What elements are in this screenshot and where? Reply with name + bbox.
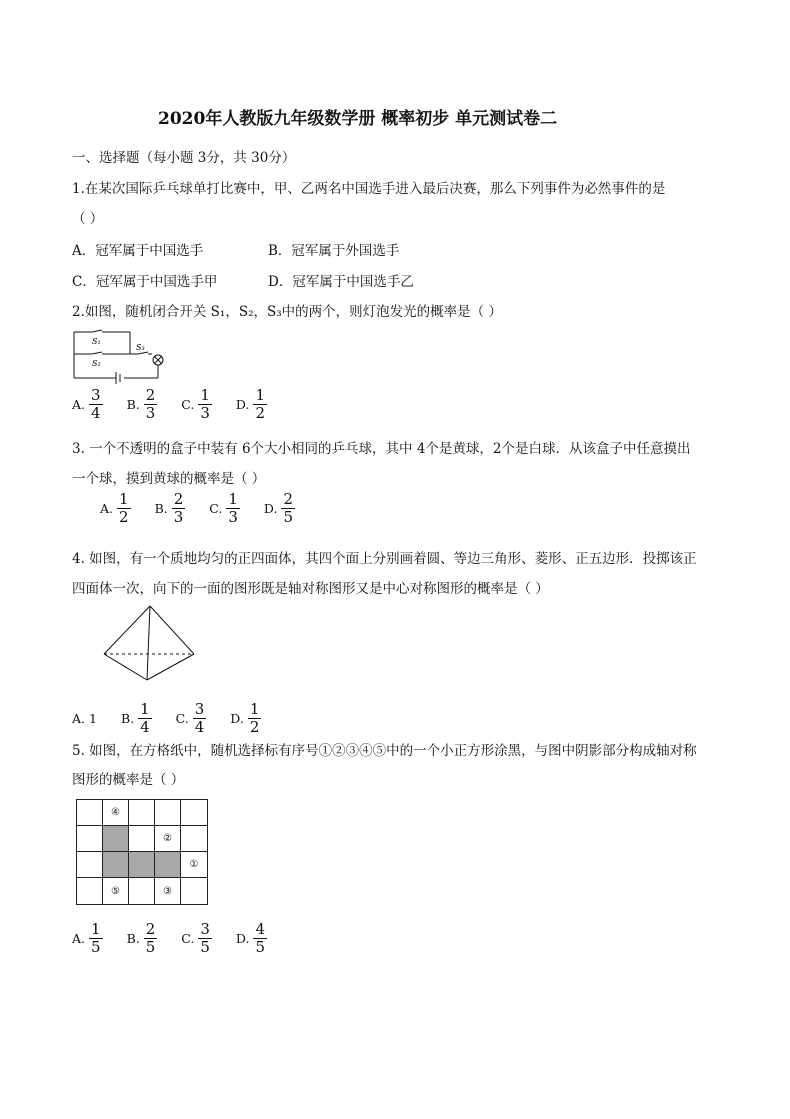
fraction: $\frac{1}{3}$ [200,386,210,422]
q5-option-c: C. $\frac{3}{5}$ [181,920,210,956]
q3-option-c: C. $\frac{1}{3}$ [209,490,238,526]
fraction: $\frac{2}{3}$ [145,386,156,422]
shaded-cell [103,826,129,852]
q2-option-a: A. $\frac{3}{4}$ [72,386,101,422]
q2-option-d: D. $\frac{1}{2}$ [235,386,266,422]
q2-options [72,387,291,422]
grid-cell [181,878,207,904]
grid-cell [181,800,207,826]
q5-stem-line1: 5. 如图，在方格纸中，随机选择标有序号①②③④⑤中的一个小正方形涂黑，与图中阴影部分构成轴对称 [72,743,697,759]
fraction: $\frac{1}{4}$ [140,700,150,736]
q1-stem-line2: （ ） [72,211,104,227]
q3-option-b: B. $\frac{2}{3}$ [154,490,184,526]
q5-stem-line2: 图形的概率是（ ） [72,772,185,788]
q1-option-a: A．冠军属于中国选手 [72,243,204,259]
numbered-cell: ④ [103,800,129,826]
grid-cell [129,826,155,852]
page-title: 2020年人教版九年级数学册 概率初步 单元测试卷二 [158,109,558,129]
switch-s2-label: S₂ [92,359,101,368]
q4-options [72,701,285,736]
q3-stem-line1: 3. 一个不透明的盒子中装有 6个大小相同的乒乓球，其中 4个是黄球，2个是白球．从该盒子中任意摸出 [72,441,691,457]
shaded-cell [155,852,181,878]
q4-option-d: D. $\frac{1}{2}$ [230,700,260,736]
q2-option-b: B. $\frac{2}{3}$ [126,386,156,422]
fraction: $\frac{3}{5}$ [200,920,210,956]
q3-option-a: A. $\frac{1}{2}$ [100,490,129,526]
q5-option-a: A. $\frac{1}{5}$ [72,920,101,956]
section-heading: 一、选择题（每小题 3分，共 30分） [72,150,296,166]
circuit-diagram [70,326,170,384]
grid-cell [129,878,155,904]
q5-option-d: D. $\frac{4}{5}$ [235,920,266,956]
grid-cell [77,852,103,878]
grid-cell [77,800,103,826]
grid-cell [181,826,207,852]
square-grid-figure [76,799,208,905]
fraction: $\frac{2}{5}$ [145,920,156,956]
numbered-cell: ⑤ [103,878,129,904]
q3-options [100,491,319,526]
q4-option-c: C. $\frac{3}{4}$ [175,700,205,736]
grid-cell [77,826,103,852]
q1-option-b: B．冠军属于外国选手 [268,243,400,259]
grid-cell [129,800,155,826]
shaded-cell [129,852,155,878]
fraction: $\frac{2}{5}$ [283,490,294,526]
numbered-cell: ② [155,826,181,852]
fraction: $\frac{1}{3}$ [228,490,238,526]
numbered-cell: ① [181,852,207,878]
q5-options [72,921,291,956]
q2-option-c: C. $\frac{1}{3}$ [181,386,210,422]
fraction: $\frac{3}{4}$ [91,386,101,422]
shaded-cell [103,852,129,878]
q4-option-a: A. 1 [72,711,97,726]
fraction: $\frac{1}{2}$ [255,386,266,422]
q5-option-b: B. $\frac{2}{5}$ [126,920,156,956]
q4-stem-line2: 四面体一次，向下的一面的图形既是轴对称图形又是中心对称图形的概率是（ ） [72,581,549,597]
fraction: $\frac{2}{3}$ [173,490,184,526]
q1-option-d: D．冠军属于中国选手乙 [268,274,414,290]
numbered-cell: ③ [155,878,181,904]
fraction: $\frac{1}{2}$ [119,490,129,526]
grid-cell [155,800,181,826]
q3-option-d: D. $\frac{2}{5}$ [263,490,294,526]
q4-option-b: B. $\frac{1}{4}$ [120,700,150,736]
q1-stem-line1: 1.在某次国际乒乓球单打比赛中，甲、乙两名中国选手进入最后决赛，那么下列事件为必然事件的是 [72,181,666,197]
switch-s1-label: S₁ [92,337,101,346]
tetrahedron-figure [100,604,200,684]
fraction: $\frac{3}{4}$ [194,700,205,736]
grid-cell [77,878,103,904]
fraction: $\frac{4}{5}$ [255,920,266,956]
switch-s3-label: S₃ [136,343,145,352]
fraction: $\frac{1}{5}$ [91,920,101,956]
q4-stem-line1: 4. 如图，有一个质地均匀的正四面体，其四个面上分别画着圆、等边三角形、菱形、正五边形．投掷该正 [72,551,697,567]
fraction: $\frac{1}{2}$ [249,700,260,736]
q1-option-c: C．冠军属于中国选手甲 [72,274,218,290]
q2-stem: 2.如图，随机闭合开关 S₁，S₂，S₃中的两个，则灯泡发光的概率是（ ） [72,304,502,320]
q3-stem-line2: 一个球，摸到黄球的概率是（ ） [72,471,266,487]
